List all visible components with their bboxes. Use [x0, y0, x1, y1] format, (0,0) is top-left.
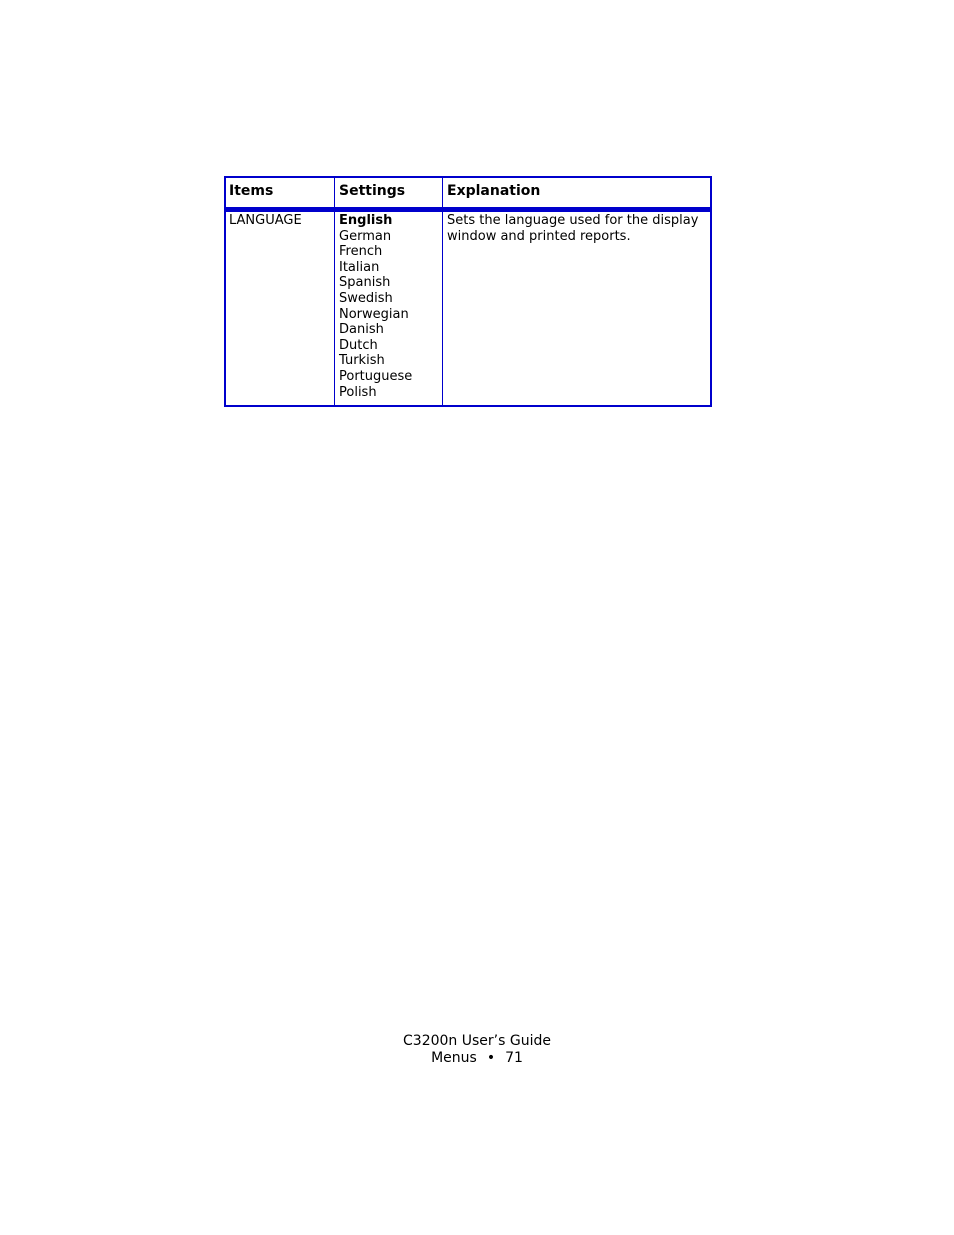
column-divider	[334, 178, 335, 405]
page-location	[0, 1050, 954, 1067]
cell-explanation: Sets the language used for the display window and printed reports.	[447, 213, 699, 244]
setting-option: German	[339, 228, 392, 244]
setting-option: Norwegian	[339, 306, 409, 322]
guide-title: C3200n User’s Guide	[403, 1033, 551, 1049]
cell-item: LANGUAGE	[229, 213, 302, 228]
section-name: Menus	[431, 1050, 477, 1066]
header-settings: Settings	[339, 183, 406, 199]
footer-separator: •	[486, 1050, 496, 1066]
setting-option: Dutch	[339, 337, 378, 353]
page-number: 71	[505, 1050, 523, 1066]
setting-option: Turkish	[339, 353, 385, 369]
column-divider	[442, 178, 443, 405]
cell-settings	[339, 213, 412, 400]
setting-option: Polish	[339, 384, 377, 400]
setting-option: Swedish	[339, 290, 393, 306]
page-footer	[0, 1033, 954, 1067]
header-explanation: Explanation	[447, 183, 541, 199]
menu-table	[224, 176, 712, 407]
setting-option: Spanish	[339, 275, 391, 291]
header-separator	[226, 207, 710, 212]
settings-list	[339, 213, 412, 400]
setting-option: Danish	[339, 322, 384, 338]
setting-option: English	[339, 213, 393, 228]
setting-option: Italian	[339, 259, 380, 275]
setting-option: French	[339, 244, 383, 260]
setting-option: Portuguese	[339, 368, 413, 384]
header-items: Items	[229, 183, 274, 199]
